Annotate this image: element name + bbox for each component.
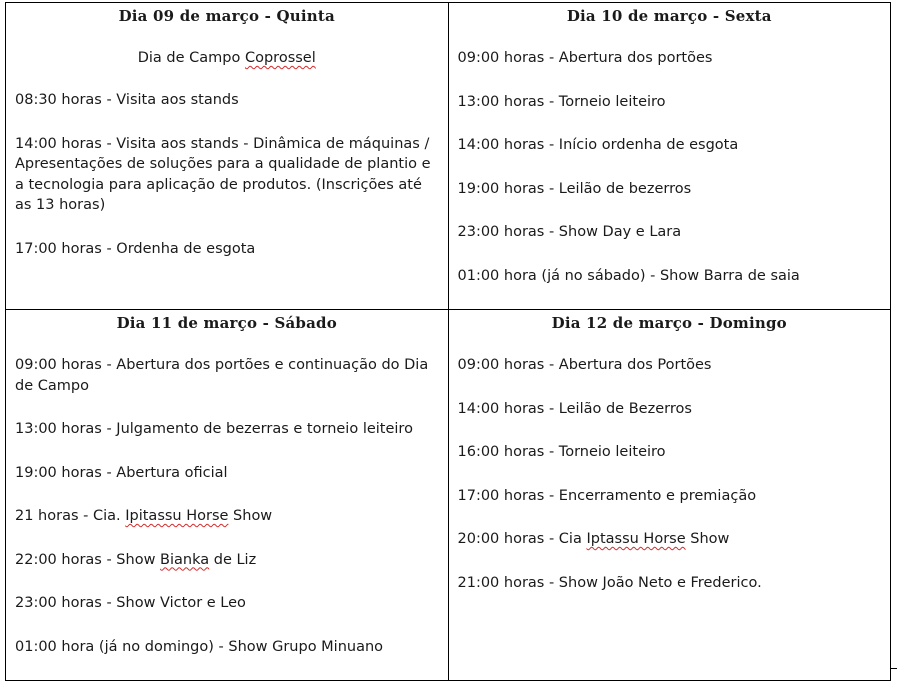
- day-cell-friday: [448, 3, 891, 310]
- table-row: [6, 310, 891, 681]
- entry-text: Show: [228, 508, 273, 524]
- schedule-list: [15, 90, 439, 259]
- list-item: 14:00 horas - Início ordenha de esgota: [457, 137, 739, 153]
- list-item: 23:00 horas - Show Victor e Leo: [15, 595, 246, 611]
- entry-text: 21 horas - Cia.: [15, 508, 126, 524]
- list-item: 13:00 horas - Torneio leiteiro: [457, 93, 666, 110]
- entry-text: 22:00 horas - Show: [15, 551, 161, 568]
- list-item: 16:00 horas - Torneio leiteiro: [457, 444, 666, 460]
- day-cell-sunday: [448, 310, 891, 681]
- day-title: Dia 10 de março - Sexta: [566, 7, 772, 25]
- list-item: 09:00 horas - Abertura dos Portões: [457, 357, 712, 373]
- day-title: Dia 12 de março - Domingo: [551, 314, 787, 332]
- list-item: 23:00 horas - Show Day e Lara: [457, 224, 682, 240]
- list-item: 17:00 horas - Encerramento e premiação: [457, 487, 757, 504]
- entry-text: Show: [685, 531, 730, 547]
- spellcheck-flagged-word: Iptassu Horse: [586, 531, 686, 547]
- spellcheck-flagged-word: Ipitassu Horse: [125, 508, 229, 524]
- list-item: 01:00 hora (já no domingo) - Show Grupo Minuano: [15, 638, 384, 655]
- list-item: 14:00 horas - Visita aos stands - Dinâmica de máquinas / Apresentações de soluções para a qualidade de plantio e a tecnologia para aplicação de produtos. (Inscrições até as 13 horas): [15, 135, 431, 213]
- schedule-list: [458, 48, 882, 286]
- day-cell-saturday: [6, 310, 449, 681]
- list-item: 09:00 horas - Abertura dos portões: [457, 50, 713, 66]
- schedule-list: [458, 355, 882, 593]
- list-item: 08:30 horas - Visita aos stands: [15, 92, 239, 108]
- table-corner-marker: [890, 668, 897, 675]
- event-subtitle: [15, 48, 439, 68]
- day-cell-thursday: [6, 3, 449, 310]
- list-item: 17:00 horas - Ordenha de esgota: [15, 240, 256, 257]
- list-item: 21:00 horas - Show João Neto e Frederico.: [457, 574, 762, 591]
- schedule-table: [5, 2, 891, 681]
- day-title: Dia 09 de março - Quinta: [118, 7, 335, 25]
- schedule-list: [15, 355, 439, 657]
- list-item: [15, 550, 439, 571]
- list-item: 01:00 hora (já no sábado) - Show Barra de saia: [457, 267, 800, 284]
- list-item: 14:00 horas - Leilão de Bezerros: [457, 400, 692, 417]
- list-item: [458, 529, 882, 550]
- list-item: 19:00 horas - Abertura oficial: [15, 464, 228, 481]
- list-item: 09:00 horas - Abertura dos portões e continuação do Dia de Campo: [15, 357, 429, 394]
- list-item: 19:00 horas - Leilão de bezerros: [457, 180, 692, 197]
- entry-text: 20:00 horas - Cia: [457, 531, 587, 547]
- spellcheck-flagged-word: Coprossel: [244, 50, 316, 66]
- table-row: [6, 3, 891, 310]
- list-item: [15, 506, 439, 527]
- spellcheck-flagged-word: Bianka: [160, 551, 210, 568]
- list-item: 13:00 horas - Julgamento de bezerras e torneio leiteiro: [15, 421, 413, 437]
- entry-text: de Liz: [209, 551, 257, 568]
- subtitle-text: Dia de Campo: [137, 50, 245, 66]
- day-title: Dia 11 de março - Sábado: [116, 314, 337, 332]
